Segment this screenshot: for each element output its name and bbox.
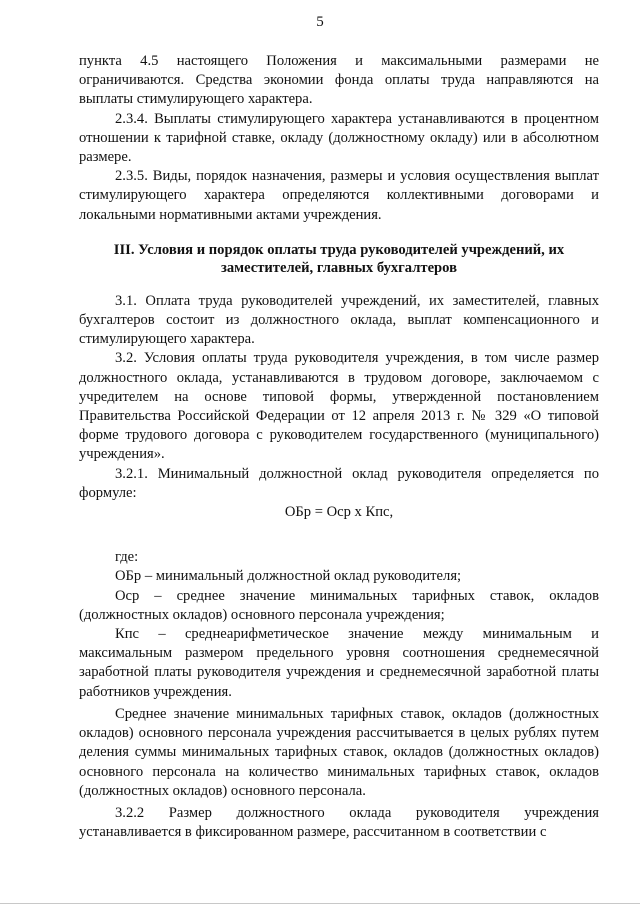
paragraph-3-2-2: 3.2.2 Размер должностного оклада руководителя учреждения устанавливается в фиксированном размере, рассчитанном в соответствии с: [79, 804, 599, 841]
definition-osr: Оср – среднее значение минимальных тарифных ставок, окладов (должностных окладов) основного персонала учреждения;: [79, 587, 599, 623]
where-label: где:: [115, 549, 139, 566]
paragraph-3-2: 3.2. Условия оплаты труда руководителя учреждения, в том числе размер должностного оклада, устанавливаются в трудовом договоре, заключаемом с учредителем на основе типовой формы, утвержденной постановлением Правительства Российской Федерации от 12 апреля 2013 г. № 329 «О типовой форме трудового договора с руководителем государственного (муниципального) учреждения».: [79, 350, 599, 463]
definition-kps: Кпс – среднеарифметическое значение между минимальным и максимальным размером предельного уровня соотношения среднемесячной заработной платы руководителя учреждения и среднемесячной заработной платы работников учреждения.: [79, 626, 599, 700]
paragraph-2-3-4: 2.3.4. Выплаты стимулирующего характера устанавливаются в процентном отношении к тарифной ставке, окладу (должностному окладу) или в абсолютном размере.: [79, 110, 599, 166]
paragraph-average-value: Среднее значение минимальных тарифных ставок, окладов (должностных окладов) основного персонала учреждения рассчитывается в целых рублях путем деления суммы минимальных тарифных ставок, окладов (должностных окладов) основного персонала на количество минимальных тарифных ставок, окладов (должностных окладов) основного персонала.: [79, 705, 599, 799]
page-number: 5: [316, 14, 324, 30]
section-heading: III. Условия и порядок оплаты труда руководителей учреждений, их заместителей, главных бухгалтеров: [113, 241, 565, 276]
paragraph-continuation: пункта 4.5 настоящего Положения и максимальными размерами не ограничиваются. Средства экономии фонда оплаты труда направляются на выплаты стимулирующего характера.: [79, 53, 599, 108]
paragraph-3-1: 3.1. Оплата труда руководителей учреждений, их заместителей, главных бухгалтеров состоит из должностного оклада, выплат компенсационного и стимулирующего характера.: [79, 292, 599, 348]
definition-obr: ОБр – минимальный должностной оклад руководителя;: [115, 568, 462, 585]
document-body: [79, 52, 599, 842]
page-bottom-edge: [0, 903, 640, 904]
paragraph-3-2-1: 3.2.1. Минимальный должностной оклад руководителя определяется по формуле:: [79, 465, 599, 501]
formula: ОБр = Оср х Кпс,: [284, 504, 394, 521]
paragraph-2-3-5: 2.3.5. Виды, порядок назначения, размеры и условия осуществления выплат стимулирующего характера определяются коллективными договорами и локальными нормативными актами учреждения.: [79, 168, 599, 223]
